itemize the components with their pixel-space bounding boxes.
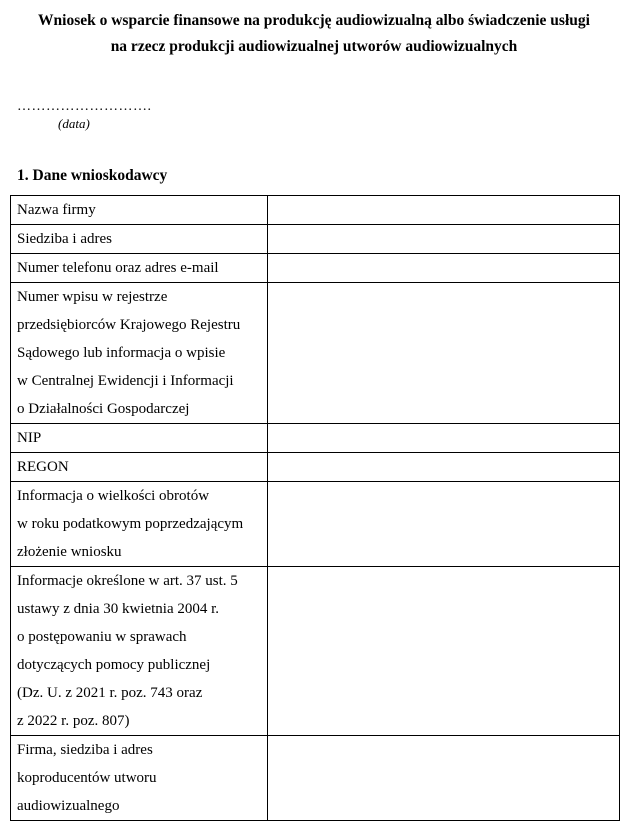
label-line: dotyczących pomocy publicznej xyxy=(17,657,211,673)
table-row xyxy=(11,283,620,424)
table-row xyxy=(11,482,620,567)
company-name-value-field[interactable] xyxy=(268,196,620,225)
label-line: REGON xyxy=(17,459,69,475)
table-row xyxy=(11,196,620,225)
table-row xyxy=(11,254,620,283)
label-line: Siedziba i adres xyxy=(17,231,112,247)
label-line: Informacje określone w art. 37 ust. 5 xyxy=(17,573,238,589)
label-line: w roku podatkowym poprzedzającym xyxy=(17,516,244,532)
table-row xyxy=(11,736,620,821)
registry-entry-number-value-field[interactable] xyxy=(268,283,620,424)
date-label: (data) xyxy=(58,116,90,131)
label-line: Nazwa firmy xyxy=(17,202,96,218)
coproducers-info-value-field[interactable] xyxy=(268,736,620,821)
label-line: Firma, siedziba i adres xyxy=(17,742,153,758)
date-field[interactable]: ………………………. xyxy=(17,99,152,114)
nip-value-field[interactable] xyxy=(268,424,620,453)
document-title-line-2: na rzecz produkcji audiowizualnej utworów audiowizualnych xyxy=(110,38,518,55)
regon-value-field[interactable] xyxy=(268,453,620,482)
label-line: Numer wpisu w rejestrze xyxy=(17,289,168,305)
label-line: audiowizualnego xyxy=(17,798,120,814)
coproducers-info-label xyxy=(11,736,268,821)
registered-office-address-value-field[interactable] xyxy=(268,225,620,254)
registry-entry-number-label xyxy=(11,283,268,424)
company-name-label xyxy=(11,196,268,225)
label-line: ustawy z dnia 30 kwietnia 2004 r. xyxy=(17,601,220,617)
label-line: Sądowego lub informacja o wpisie xyxy=(17,345,226,361)
label-line: o Działalności Gospodarczej xyxy=(17,401,190,417)
label-line: (Dz. U. z 2021 r. poz. 743 oraz xyxy=(17,685,203,701)
label-line: NIP xyxy=(17,430,42,446)
section-heading: 1. Dane wnioskodawcy xyxy=(17,167,168,184)
phone-email-label xyxy=(11,254,268,283)
label-line: koproducentów utworu xyxy=(17,770,157,786)
document-title-line-1: Wniosek o wsparcie finansowe na produkcję audiowizualną albo świadczenie usługi xyxy=(38,12,590,29)
table-row xyxy=(11,453,620,482)
label-line: z 2022 r. poz. 807) xyxy=(17,713,130,729)
nip-label xyxy=(11,424,268,453)
label-line: w Centralnej Ewidencji i Informacji xyxy=(17,373,234,389)
applicant-data-table xyxy=(10,195,620,821)
document-title xyxy=(0,8,628,60)
label-line: złożenie wniosku xyxy=(17,544,122,560)
registered-office-address-label xyxy=(11,225,268,254)
label-line: Numer telefonu oraz adres e-mail xyxy=(17,260,219,276)
label-line: przedsiębiorców Krajowego Rejestru xyxy=(17,317,241,333)
table-row xyxy=(11,424,620,453)
label-line: o postępowaniu w sprawach xyxy=(17,629,187,645)
table-row xyxy=(11,567,620,736)
label-line: Informacja o wielkości obrotów xyxy=(17,488,210,504)
table-row xyxy=(11,225,620,254)
turnover-info-label xyxy=(11,482,268,567)
public-aid-info-value-field[interactable] xyxy=(268,567,620,736)
turnover-info-value-field[interactable] xyxy=(268,482,620,567)
regon-label xyxy=(11,453,268,482)
phone-email-value-field[interactable] xyxy=(268,254,620,283)
public-aid-info-label xyxy=(11,567,268,736)
